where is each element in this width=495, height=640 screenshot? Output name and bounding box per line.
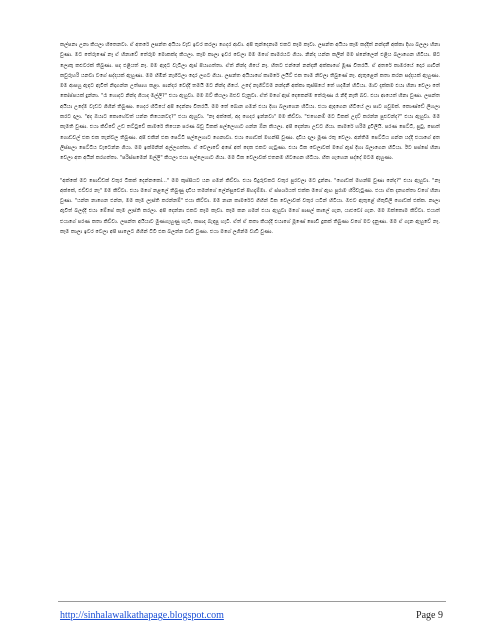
paragraph: "අක්කේ මට පොඩ්ඩක් වතුර ටිකක් දෙන්නකෝ..." මම කුස්සියට යන ගමන් කිව්වා. එයා වීදුරුවකට වතුර පුරවලා මට දුන්නා. "ගොඩක් මහන්සි වුණා නේද?" එයා ඇහුවා. "නෑ අක්කේ, එච්චර නෑ" මම කිව්වා. එයා මගේ නළලේ තිබුණු දාඩිය තමන්ගේ ලේන්සුවෙන් පිහදැම්මා. ඒ ස්පර්ශයත් එක්ක මගේ ඇඟ පුරාම හිරිවැටුණා. එයා ඒක දැනගත්තා වගේ හිනා වුණා. "යන්න නාගෙන එන්න, මම කෑම ලෑස්ති කරන්නම්" එයා කිව්වා. මම නාන කාමරේට ගිහින් ටික වෙලාවක් වතුර යටින් හිටියා. ඔළුව ඇතුළේ හිතුවිලි ගොඩක් එක්ක. නාලා ඇවිත් බලද්දී එයා මේසේ කෑම ලෑස්ති කරලා. අපි දෙන්නා එකට කෑම කෑවා. කෑම කන ගමන් එයා ඇහුවා මගේ පාසල් කාලේ ගැන, යාළුවෝ ගැන. මම ඔක්කොම කිව්වා. එයාත් එයාගේ පරණ කතා කිව්වා. ලසන්ත අයියාව මුණගැහුණු හැටි, කසාද බැඳපු හැටි. ඒත් ඒ කතා කියද්දී එයාගේ මූණේ පොඩි දුකක් තිබුණා වගේ මට දැනුණා. මම ඒ ගැන ඇහුවේ නෑ. කෑම කාලා ඉවර වෙලා අපි සාලෙට ගිහින් ටීවී එක බලන්න වාඩි වුණා. එයා මගේ ලගින්ම වාඩි වුණා. (60, 177, 440, 236)
page-number: Page 9 (416, 610, 443, 621)
footer-divider (58, 601, 446, 602)
paragraph: කල්පනා උනා කියලා හිතෙනවා. ඒ අතරේ ලසන්ත අයියා වැඩ ඉවර කරලා ගෙදර ආවා. අපි තුන්දෙනාම එකට කෑම කෑවා. ලසන්ත අයියා කෑම කද්දිත් නන්දනී අක්කා දිහා බලලා හිනා වුණා. මට තේරුණේ නෑ ඒ හිනාවේ තේරුම මොකක්ද කියලා. කෑම කාලා ඉවර වෙලා මම මගේ කාමරයට ගියා. නින්ද යන්න කලින් මම ජනේලෙන් එළිය බලාගෙන හිටියා. පිට ලොකු කළුවරක් තිබුණා. සද එළියත් නෑ. මම ඇඳට වැටිලා ඇස් පියාගත්තා. ඒත් නින්ද ගියේ නෑ. හිතට එන්නේ නන්දනී අක්කාගේ මූණ විතරයි. ඒ අතරේ කාමරයේ දොර ගාවින් කවුරුහරි යනවා වගේ සද්දයක් ඇහුණා. මම හිමින් නැගිටලා දොර ලගට ගියා. ලසන්ත අයියාගේ කාමරේ ලයිට් එක තාම නිවලා තිබුණේ නෑ. ඇතුළෙන් කතා කරන සද්දයක් ඇහුණා. මම ආපහු ඇඳට ඇවිත් නිදාගන්න උත්සාහ කළා. පාන්දර වෙද්දී තමයි මට නින්ද ගියේ. උදේ නැගිට්ටම නන්දනී අක්කා කුස්සියේ තේ හදමින් හිටියා. මාව දැක්කම එයා හිනා වෙලා තේ කෝප්පයක් දුන්නා. "රෑ හොදට නින්ද ගියාද මල්ලි?" එයා ඇහුවා. මම ඔව් කියලා ඔළුව වැනුවා. ඒත් මගේ ඇස් දෙකෙන්ම තේරුණා රෑ නිදි නැති බව. එයා ආයෙත් හිනා වුණා. ලසන්ත අයියා උදේම වැඩට ගිහින් තිබුණා. ගෙදර හිටියේ අපි දෙන්නා විතරයි. මම තේ බොන ගමන් එයා දිහා බලාගෙන හිටියා. එයා ඇඳගෙන හිටියේ ලා පාට ගවුමක්. කොණ්ඩේ ලිහලා කරට දාලා. "අද ඔයාට කොහේවත් යන්න තියෙනවද?" එයා ඇහුවා. "නෑ අක්කේ, අද ගෙදර ඉන්නවා" මම කිව්වා. "එහෙනම් මට ටිකක් උදව් කරන්න පුළුවන්ද?" එයා ඇහුවා. මම කැමති වුණා. එයා කිව්වේ උඩ තට්ටුවේ කාමරේ තියෙන පරණ බඩු ටිකක් පල්ලෙහාට ගන්න ඕන කියලා. අපි දෙන්නා උඩට ගියා. කාමරේ හරිම දූවිලියි. පරණ පෙට්ටි, පුටු, පොත් ගොඩවල් එක එක තැන්වල තිබුණා. අපි එකින් එක පෙට්ටි පල්ලෙහාට ගෙනාවා. එයා ගොඩක් මහන්සි වුණා. දාඩිය දාලා මූණ රතු වෙලා. අන්තිම පෙට්ටිය ගන්න යද්දී එයාගේ අත ලිස්සලා පෙට්ටිය වැටෙන්න ගියා. මම ඉක්මනින් අල්ලගත්තා. ඒ වෙලාවේ අපේ අත් දෙක එකට ගැටුණා. එයා ටික වෙලාවක් මගේ ඇස් දිහා බලාගෙන හිටියා. ඊට පස්සේ හිනා වෙලා අත අයින් කරගත්තා. "පරිස්සමෙන් මල්ලි" කියලා එයා පල්ලෙහාට ගියා. මම ටික වෙලාවක් එතනම හිටගෙන හිටියා. හිත ගැහෙන සද්දේ මටම ඇහුණා. (60, 42, 440, 162)
story-text (60, 40, 440, 249)
footer-blog-link[interactable]: http://sinhalawalkathapage.blogspot.com (60, 610, 224, 621)
